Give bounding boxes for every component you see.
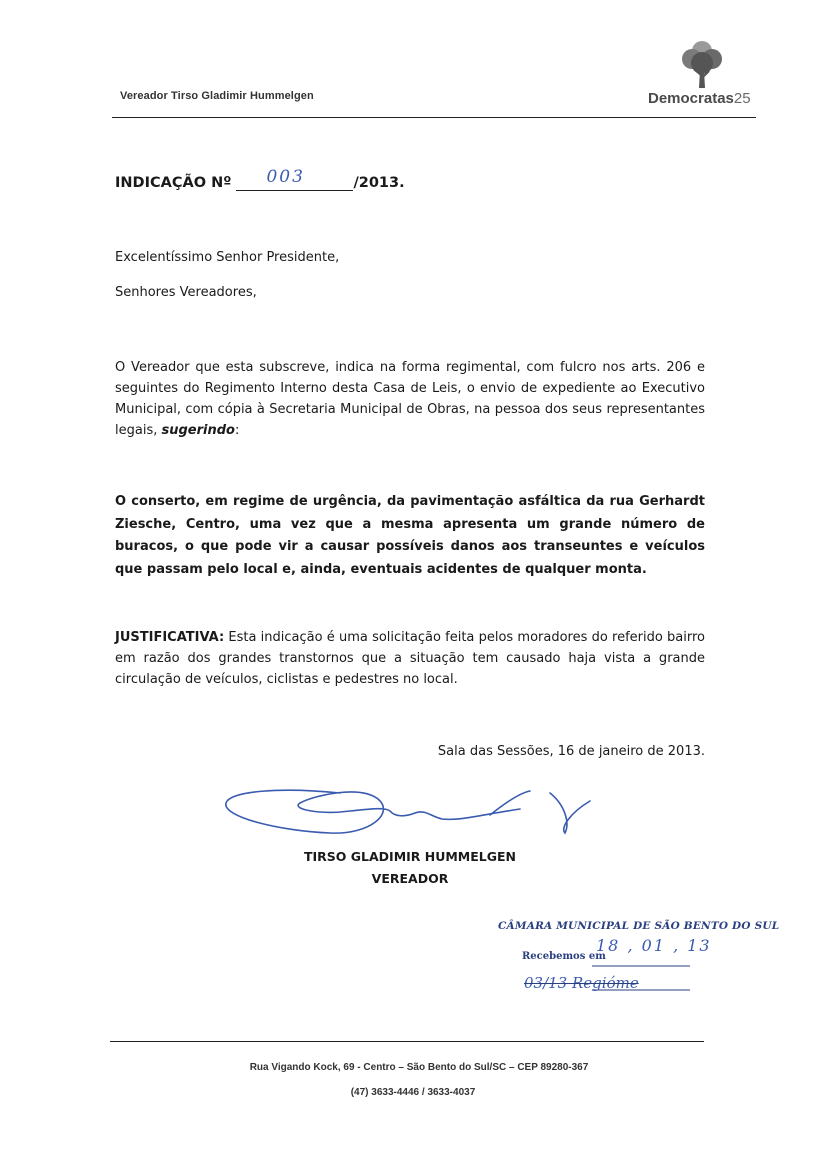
title-suffix: /2013. — [353, 175, 405, 191]
title-prefix: INDICAÇÃO Nº — [115, 175, 232, 191]
header-divider — [112, 117, 756, 118]
signature-image — [220, 773, 600, 843]
footer-divider — [110, 1041, 704, 1042]
place-date: Sala das Sessões, 16 de janeiro de 2013. — [437, 744, 705, 759]
paragraph-1 — [115, 357, 705, 441]
paragraph-2: O conserto, em regime de urgência, da pavimentação asfáltica da rua Gerhardt Ziesche, Centro, uma vez que a mesma apresenta um grande número de buracos, o que pode vir a causar possíveis danos aos transeuntes e veículos que passam pelo local e, ainda, eventuais acidentes de qualquer monta. — [115, 494, 705, 577]
footer-phones: (47) 3633-4446 / 3633-4037 — [350, 1087, 476, 1098]
tree-logo-icon — [678, 40, 726, 90]
paragraph-1-emphasis: sugerindo — [161, 423, 235, 438]
stamp-received-date: 18 , 01 , 13 — [596, 936, 712, 955]
handwritten-number: 003 — [266, 167, 305, 187]
justificativa-text: Esta indicação é uma solicitação feita pelos moradores do referido bairro em razão dos grandes transtornos que a situação tem causado haja vista a grande circulação de veículos, ciclistas e pedestres no local. — [115, 630, 705, 687]
paragraph-justificativa — [115, 627, 705, 690]
logo-number: 25 — [733, 90, 751, 107]
logo-text: Democratas — [648, 90, 734, 107]
paragraph-1-end: : — [234, 423, 240, 438]
paragraph-1-text: O Vereador que esta subscreve, indica na forma regimental, com fulcro nos arts. 206 e seguintes do Regimento Interno desta Casa de Leis, o envio de expediente ao Executivo Municipal, com cópia à Secretaria Municipal de Obras, na pessoa dos seus representantes legais, — [115, 360, 705, 438]
footer-address: Rua Vigando Kock, 69 - Centro – São Bento do Sul/SC – CEP 89280-367 — [249, 1062, 589, 1073]
stamp-protocol: 03/13 Regióme — [524, 974, 639, 992]
signer-block — [300, 846, 520, 890]
signer-name: TIRSO GLADIMIR HUMMELGEN — [303, 849, 517, 864]
greeting-line-2: Senhores Vereadores, — [115, 285, 257, 300]
header-author: Vereador Tirso Gladimir Hummelgen — [120, 90, 314, 102]
party-logo — [648, 40, 758, 112]
justificativa-label: JUSTIFICATIVA: — [115, 630, 225, 645]
number-blank — [236, 167, 353, 191]
stamp-received-label: Recebemos em — [522, 951, 606, 962]
signer-role: VEREADOR — [371, 871, 449, 886]
document-title — [115, 167, 405, 191]
stamp-title: CÂMARA MUNICIPAL DE SÃO BENTO DO SUL — [498, 920, 780, 932]
greeting-line-1: Excelentíssimo Senhor Presidente, — [115, 250, 340, 265]
